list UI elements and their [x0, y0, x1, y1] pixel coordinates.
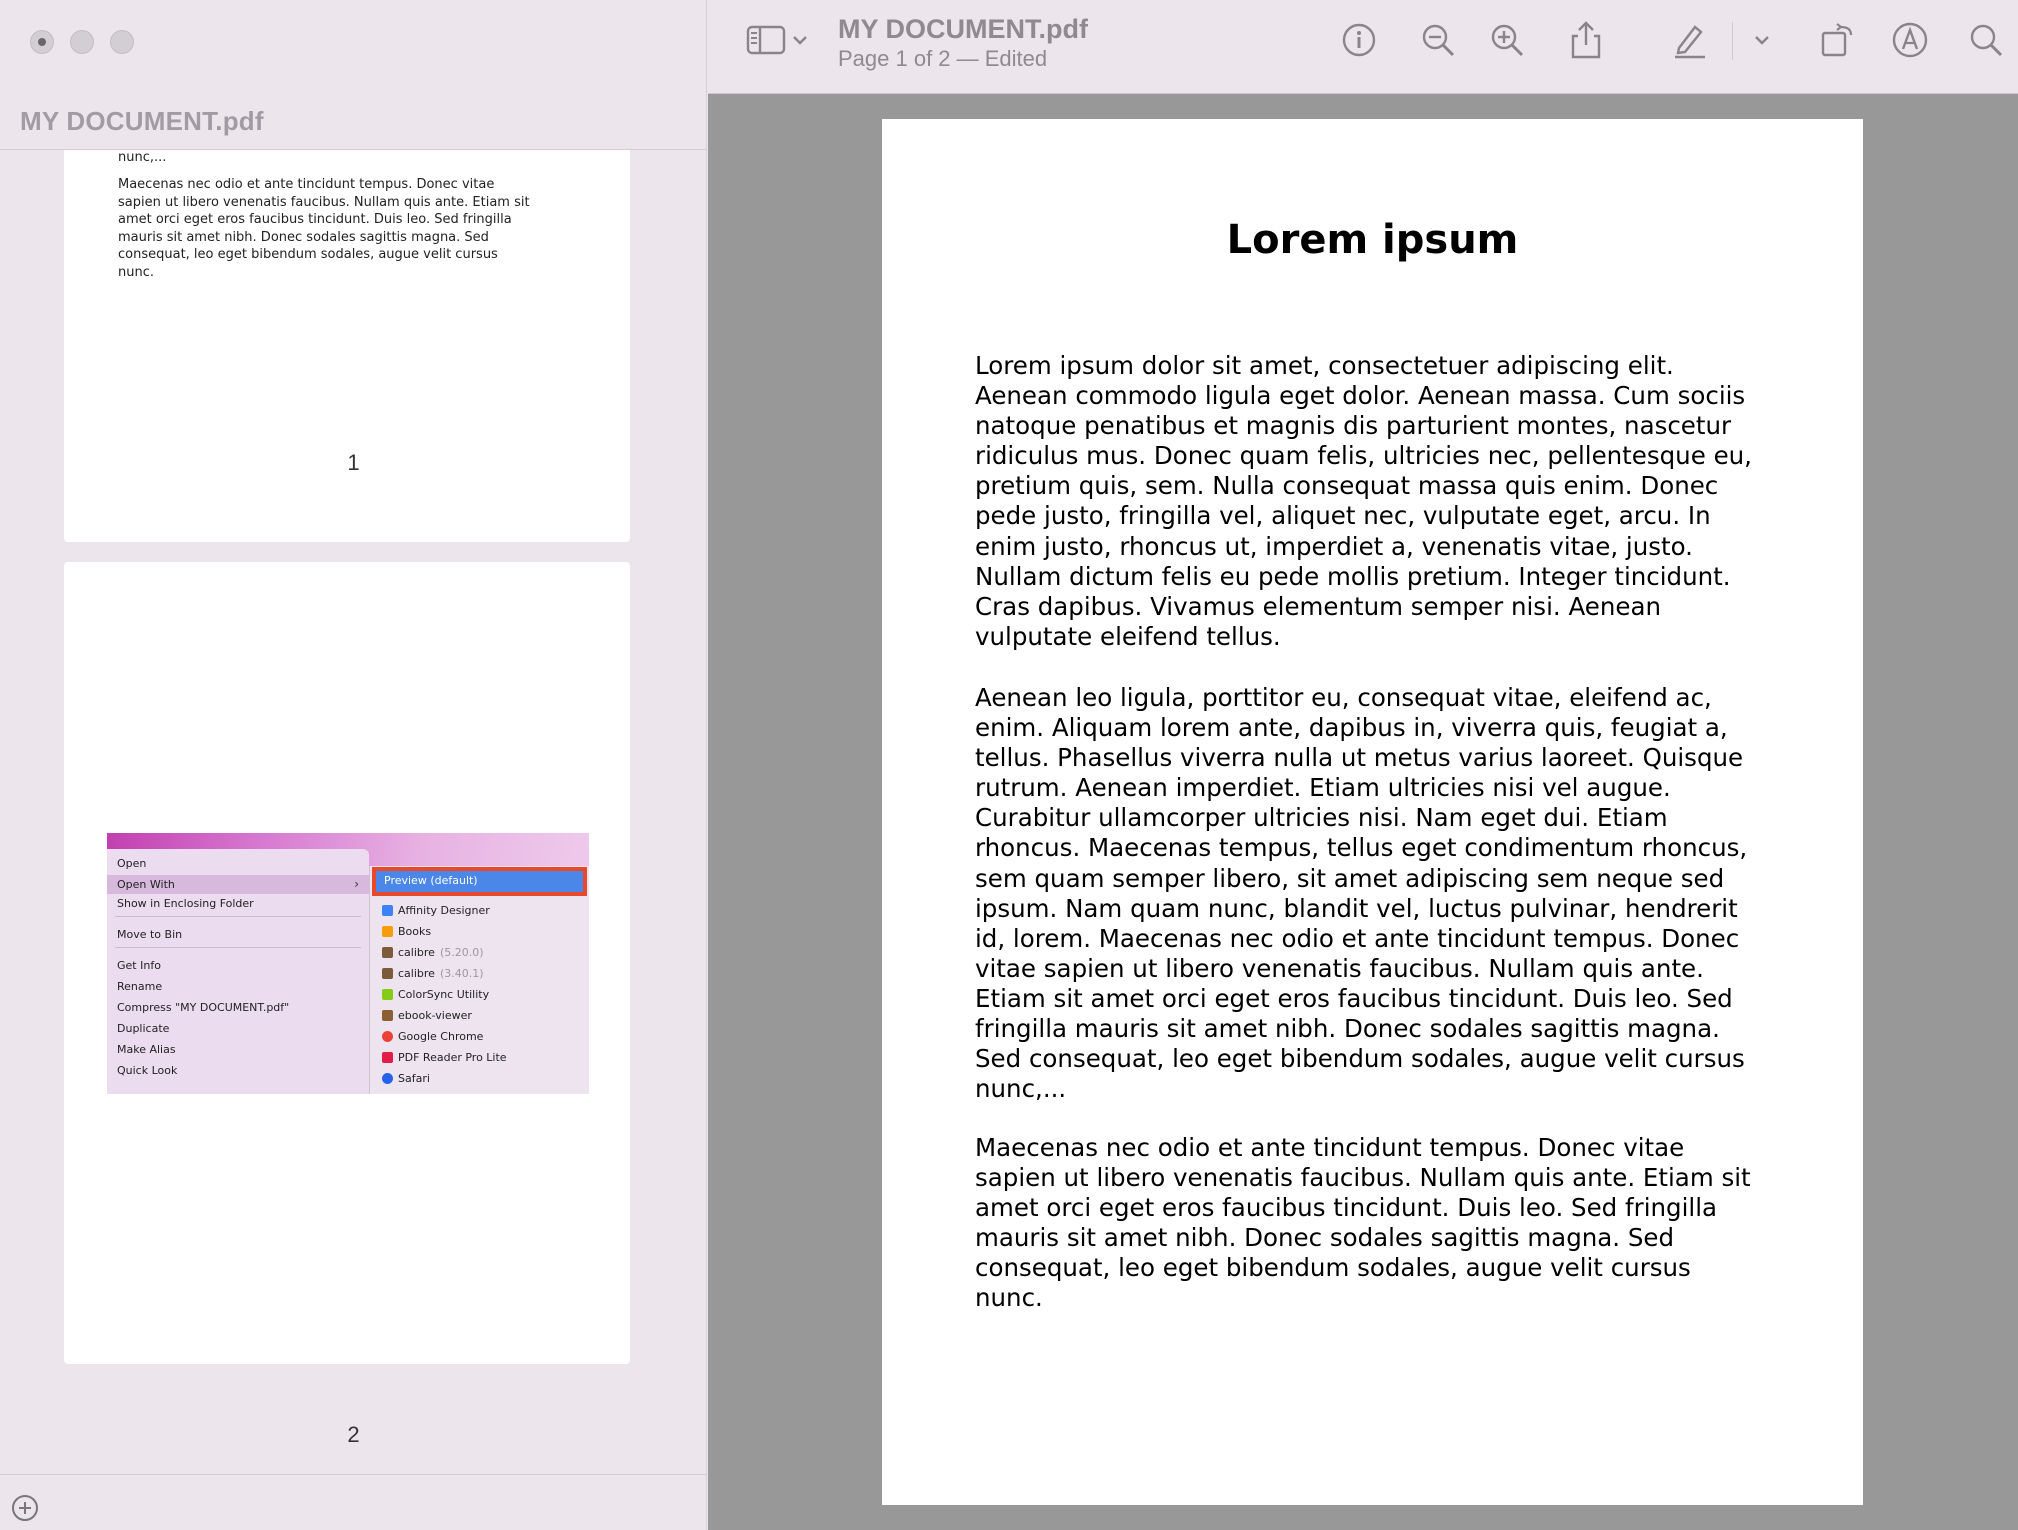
page-label-2: 2 [347, 1422, 360, 1447]
app-icon [382, 1010, 393, 1021]
app-name: Affinity Designer [398, 904, 490, 917]
app-icon [382, 926, 393, 937]
thumbnail-list[interactable] [0, 150, 707, 1474]
menu-item-quick-look: Quick Look [117, 1064, 178, 1077]
menu-item-move-to-bin: Move to Bin [117, 928, 183, 941]
toolbar-separator [1732, 22, 1733, 60]
highlight-icon[interactable] [1668, 18, 1712, 62]
app-icon [382, 1052, 393, 1063]
minimize-window-button[interactable] [70, 30, 94, 54]
app-icon [382, 968, 393, 979]
share-icon[interactable] [1564, 18, 1608, 62]
menu-item-duplicate: Duplicate [117, 1022, 170, 1035]
document-canvas[interactable] [708, 94, 2018, 1530]
sidebar-title: MY DOCUMENT.pdf [20, 106, 264, 136]
search-icon[interactable] [1964, 18, 2008, 62]
app-icon [382, 905, 393, 916]
screenshot-image [107, 833, 589, 1094]
open-with-submenu [369, 866, 589, 1094]
app-name: PDF Reader Pro Lite [398, 1051, 507, 1064]
chevron-right-icon: › [354, 877, 359, 891]
zoom-out-icon[interactable] [1416, 18, 1460, 62]
markup-icon[interactable] [1888, 18, 1932, 62]
menu-item-rename: Rename [117, 980, 163, 993]
submenu-item-preview [372, 867, 587, 896]
thumb-paragraph: Maecenas nec odio et ante tincidunt tempus. Donec vitae sapien ut libero venenatis faucibus. Nullam quis ante. Etiam sit amet orci eget eros faucibus tincidunt. Duis leo. Sed fringilla mauris sit amet nibh. Donec sodales sagittis magna. Sed consequat, leo eget bibendum sodales, augue velit cursus nunc. [118, 177, 530, 280]
app-name: calibre [398, 946, 435, 959]
sidebar-footer [0, 1474, 707, 1530]
document-title: MY DOCUMENT.pdf [838, 14, 1088, 44]
page-thumbnail-1[interactable] [64, 150, 630, 542]
zoom-in-icon[interactable] [1485, 18, 1529, 62]
menu-item-open-with [107, 875, 369, 894]
window-controls [30, 30, 134, 54]
context-menu [107, 849, 369, 1094]
menu-item-compress: Compress "MY DOCUMENT.pdf" [117, 1001, 290, 1014]
app-icon [382, 1073, 393, 1084]
app-icon [382, 989, 393, 1000]
paragraph-3: Maecenas nec odio et ante tincidunt tempus. Donec vitae sapien ut libero venenatis faucibus. Nullam quis ante. Etiam sit amet orci eget eros faucibus tincidunt. Duis leo. Sed fringilla mauris sit amet nibh. Donec sodales sagittis magna. Sed consequat, leo eget bibendum sodales, augue velit cursus nunc. [975, 1133, 1751, 1313]
app-item [382, 967, 484, 980]
menu-item-get-info: Get Info [117, 959, 161, 972]
menu-item-show-folder: Show in Enclosing Folder [117, 897, 254, 910]
app-name: Safari [398, 1072, 430, 1085]
app-item [382, 1072, 430, 1085]
menu-item-make-alias: Make Alias [117, 1043, 176, 1056]
app-version: (3.40.1) [439, 967, 484, 980]
preview-label: Preview (default) [384, 874, 478, 887]
app-name: ebook-viewer [398, 1009, 472, 1022]
sidebar [0, 0, 707, 1530]
document-status: Page 1 of 2 — Edited [838, 46, 1048, 71]
app-item [382, 1030, 483, 1043]
add-page-button[interactable] [12, 1495, 38, 1521]
paragraph-1: Lorem ipsum dolor sit amet, consectetuer adipiscing elit. Aenean commodo ligula eget dolor. Aenean massa. Cum sociis natoque penatibus et magnis dis parturient montes, nascetur ridiculus mus. Donec quam felis, ultricies nec, pellentesque eu, pretium quis, sem. Nulla consequat massa quis enim. Donec pede justo, fringilla vel, aliquet nec, vulputate eget, arcu. In enim justo, rhoncus ut, imperdiet a, venenatis vitae, justo. Nullam dictum felis eu pede mollis pretium. Integer tincidunt. Cras dapibus. Vivamus elementum semper nisi. Aenean vulputate eleifend tellus. [975, 351, 1752, 651]
app-name: Books [398, 925, 432, 938]
paragraph-2: Aenean leo ligula, porttitor eu, consequat vitae, eleifend ac, enim. Aliquam lorem ante, dapibus in, viverra quis, feugiat a, tellus. Phasellus viverra nulla ut metus varius laoreet. Quisque rutrum. Aenean imperdiet. Etiam ultricies nisi vel augue. Curabitur ullamcorper ultricies nisi. Nam eget dui. Etiam rhoncus. Maecenas tempus, tellus eget condimentum rhoncus, sem quam semper libero, sit amet adipiscing sem neque sed ipsum. Nam quam nunc, blandit vel, luctus pulvinar, hendrerit id, lorem. Maecenas nec odio et ante tincidunt tempus. Donec vitae sapien ut libero venenatis faucibus. Nullam quis ante. Etiam sit amet orci eget eros faucibus tincidunt. Duis leo. Sed fringilla mauris sit amet nibh. Donec sodales sagittis magna. Sed consequat, leo eget bibendum sodales, augue velit cursus nunc,... [975, 683, 1748, 1104]
app-item [382, 904, 490, 917]
info-icon[interactable] [1337, 18, 1381, 62]
page-label-1: 1 [347, 450, 360, 475]
app-name: Google Chrome [398, 1030, 484, 1043]
app-name: calibre [398, 967, 435, 980]
menu-separator [115, 947, 361, 948]
app-version: (5.20.0) [439, 946, 484, 959]
toolbar [708, 0, 2018, 94]
rotate-icon[interactable] [1816, 18, 1860, 62]
menu-item-open-with-label: Open With [117, 878, 175, 891]
app-item [382, 1009, 472, 1022]
zoom-window-button[interactable] [110, 30, 134, 54]
page-thumbnail-2[interactable] [64, 562, 630, 1364]
menu-item-open: Open [117, 857, 147, 870]
thumb-text-fragment: nunc,... [118, 150, 167, 165]
close-window-button[interactable] [30, 30, 54, 54]
app-icon [382, 1031, 393, 1042]
sidebar-icon[interactable] [744, 18, 788, 62]
page-heading: Lorem ipsum [1226, 217, 1519, 263]
app-name: ColorSync Utility [398, 988, 490, 1001]
app-item [382, 925, 431, 938]
app-item [382, 946, 484, 959]
app-icon [382, 947, 393, 958]
menu-separator [115, 916, 361, 917]
app-item [382, 988, 489, 1001]
highlight-options-chevron-icon[interactable] [1746, 18, 1778, 62]
pdf-page[interactable] [882, 119, 1863, 1505]
app-item [382, 1051, 507, 1064]
chevron-down-icon[interactable] [788, 18, 812, 62]
